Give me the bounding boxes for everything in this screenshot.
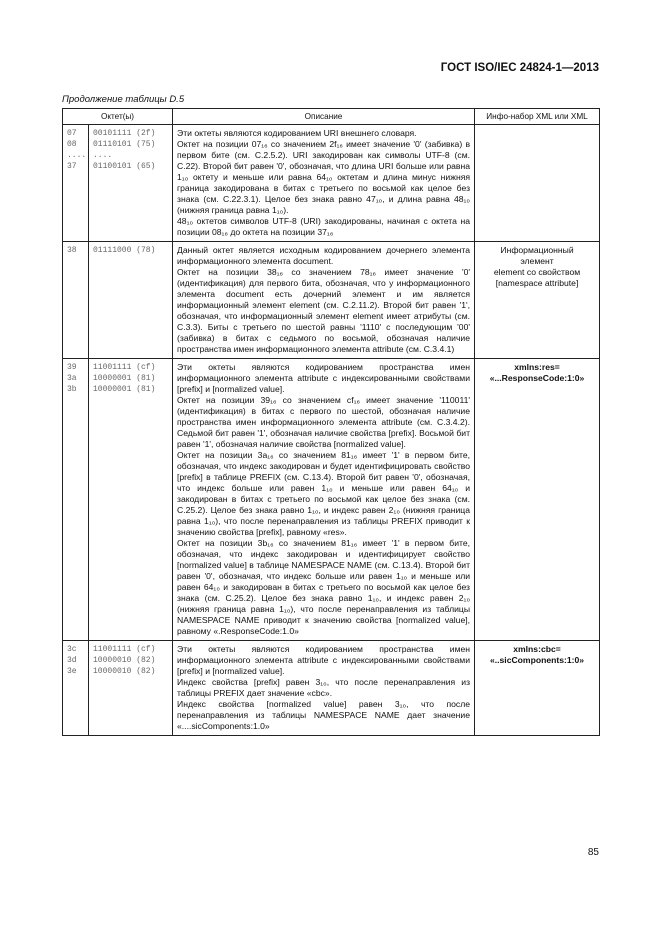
octet-position: 08 xyxy=(67,140,77,149)
octet-bits-cell xyxy=(89,359,173,641)
octet-bits: 11001111 (cf) xyxy=(93,645,156,654)
description-cell xyxy=(173,242,475,359)
octet-position: 39 xyxy=(67,363,77,372)
infoset-line: Информационный xyxy=(500,245,574,255)
col-header-octets: Октет(ы) xyxy=(63,109,173,125)
description-paragraph: 48₁₀ октетов символов UTF-8 (URI) закодированы, начиная с октета на позиции 08₁₆ до октета на позиции 37₁₆ xyxy=(177,216,471,237)
octet-bits-cell xyxy=(89,125,173,242)
description-cell xyxy=(173,125,475,242)
octet-position: 3e xyxy=(67,667,77,676)
octet-position: 3b xyxy=(67,385,77,394)
octet-bits: 10000001 (81) xyxy=(93,374,156,383)
octet-position-cell xyxy=(63,125,89,242)
description-paragraph: Индекс свойства [prefix] равен 3₁₀, что после перенаправления из таблицы PREFIX дает значение «cbc». xyxy=(177,677,471,698)
table-row xyxy=(63,125,600,242)
octet-bits: 11001111 (cf) xyxy=(93,363,156,372)
table-caption: Продолжение таблицы D.5 xyxy=(62,94,185,105)
infoset-line: xmlns:cbc= xyxy=(513,644,561,654)
octet-position: 3a xyxy=(67,374,77,383)
description-paragraph: Октет на позиции 38₁₆ со значением 78₁₆ имеет значение '0' (идентификация) для первого бита, обозначая, что у информационного элемента document есть дочерний элемент и им является информационный элемент element (см. С.2.11.2). Второй бит равен '1', обозначая, что информационный элемент element имеет атрибуты (см. С.3.3). Биты с третьего по шестой равны '1110' с последующим '00' (забивка) в битах с седьмого по восьмой, обозначая наличие пространства имен информационного элемента attribute (см. С.3.4.1) xyxy=(177,267,471,354)
description-paragraph: Данный октет является исходным кодированием дочернего элемента информационного элемента document. xyxy=(177,245,471,266)
octet-bits: 01111000 (78) xyxy=(93,246,156,255)
infoset-cell xyxy=(475,125,600,242)
table-header-row xyxy=(63,109,600,125)
description-paragraph: Эти октеты являются кодированием пространства имен информационного элемента attribute с индексированными свойствами [prefix] и [normalized value]. xyxy=(177,644,471,676)
octet-bits: 00101111 (2f) xyxy=(93,129,156,138)
octet-bits: 01100101 (65) xyxy=(93,162,156,171)
description-cell xyxy=(173,359,475,641)
octet-position-cell xyxy=(63,242,89,359)
description-paragraph: Эти октеты являются кодированием URI внешнего словаря. xyxy=(177,128,417,138)
page-number: 85 xyxy=(587,847,599,858)
octet-position: 3d xyxy=(67,656,77,665)
table-row xyxy=(63,242,600,359)
infoset-line: element со свойством xyxy=(493,267,581,277)
table-row xyxy=(63,359,600,641)
octet-position: 07 xyxy=(67,129,77,138)
col-header-description: Описание xyxy=(173,109,475,125)
octet-position: 37 xyxy=(67,162,77,171)
infoset-line: «...ResponseCode:1:0» xyxy=(489,373,585,383)
infoset-line: элемент xyxy=(520,256,554,266)
infoset-cell xyxy=(475,242,600,359)
octet-bits-cell xyxy=(89,641,173,736)
octet-position-cell xyxy=(63,641,89,736)
infoset-line: xmlns:res= xyxy=(514,362,560,372)
octet-bits: .... xyxy=(93,151,113,160)
octet-bits: 10000010 (82) xyxy=(93,656,156,665)
description-paragraph: Октет на позиции 39₁₆ со значением cf₁₆ имеет значение '110011' (идентификация) в битах с первого по шестой, обозначая наличие пространства имен информационного элемента attribute (см. С.3.4.2). Седьмой бит равен '1', обозначая наличие свойства [prefix]. Восьмой бит равен '1', обозначая наличие свойства [normalized value]. xyxy=(177,395,471,449)
description-cell xyxy=(173,641,475,736)
description-paragraph: Октет на позиции 3b₁₆ со значением 81₁₆ имеет '1' в первом бите, обозначая, что индекс закодирован и идентифицирует свойство [normalized value] в таблице NAMESPACE NAME (см. С.13.4). Второй бит равен '0', обозначая, что индекс больше или равен 1₁₀ и меньше или равен 64₁₀ и закодирован в битах с третьего по восьмой как целое без знака (см. С.25.2). Целое без знака равно 1₁₀, и индекс равен 2₁₀ (нижняя граница равна 1₁₀), что после перенаправления из таблицы NAMESPACE NAME приводит к значению свойства [normalized value], равному «.ResponseCode:1.0» xyxy=(177,538,471,636)
description-paragraph: Октет на позиции 3a₁₆ со значением 81₁₆ имеет '1' в первом бите, обозначая, что индекс закодирован и будет идентифицировать свойство [prefix] в таблице PREFIX (см. С.13.4). Второй бит равен '0', обозначая, что индекс больше или равен 1₁₀ и меньше или равен 64₁₀ и закодирован в битах с третьего по восьмой как целое без знака (см. С.25.2). Целое без знака равно 1₁₀, и индекс равен 2₁₀ (нижняя граница равна 1₁₀), что после перенаправления из таблицы PREFIX приводит к значению свойства [prefix], равному «res». xyxy=(177,450,471,537)
octet-bits: 01110101 (75) xyxy=(93,140,156,149)
octet-position: 38 xyxy=(67,246,77,255)
octet-bits-cell xyxy=(89,242,173,359)
infoset-line: «..sicComponents:1:0» xyxy=(489,655,585,665)
octet-table xyxy=(62,108,600,736)
infoset-line: [namespace attribute] xyxy=(495,278,579,288)
octet-position: 3c xyxy=(67,645,77,654)
document-header: ГОСТ ISO/IEC 24824-1—2013 xyxy=(440,62,599,74)
infoset-cell xyxy=(475,359,600,641)
description-paragraph: Октет на позиции 07₁₆ со значением 2f₁₆ имеет значение '0' (забивка) в первом бите (см. С.2.5.2). URI закодирован как символы UTF-8 (см. С.22). Второй бит равен '0', обозначая, что длина URI больше или равна 1₁₀ октету и меньше или равна 64₁₀ октетам и длина минус нижняя граница закодирована в битах с третьего по восьмой как целое без знака (см. С.22.3.1). Целое без знака равно 47₁₀, и длина равна 48₁₀ (нижняя граница равна 1₁₀). xyxy=(177,139,471,215)
infoset-cell xyxy=(475,641,600,736)
octet-position: .... xyxy=(67,151,87,160)
octet-bits: 10000001 (81) xyxy=(93,385,156,394)
description-paragraph: Индекс свойства [normalized value] равен 3₁₀, что после перенаправления из таблицы NAMESPACE NAME дает значение «....sicComponents:1.0» xyxy=(177,699,471,731)
col-header-infoset: Инфо-набор XML или XML xyxy=(475,109,600,125)
octet-position-cell xyxy=(63,359,89,641)
description-paragraph: Эти октеты являются кодированием пространства имен информационного элемента attribute с индексированными свойствами [prefix] и [normalized value]. xyxy=(177,362,471,394)
table-row xyxy=(63,641,600,736)
octet-bits: 10000010 (82) xyxy=(93,667,156,676)
